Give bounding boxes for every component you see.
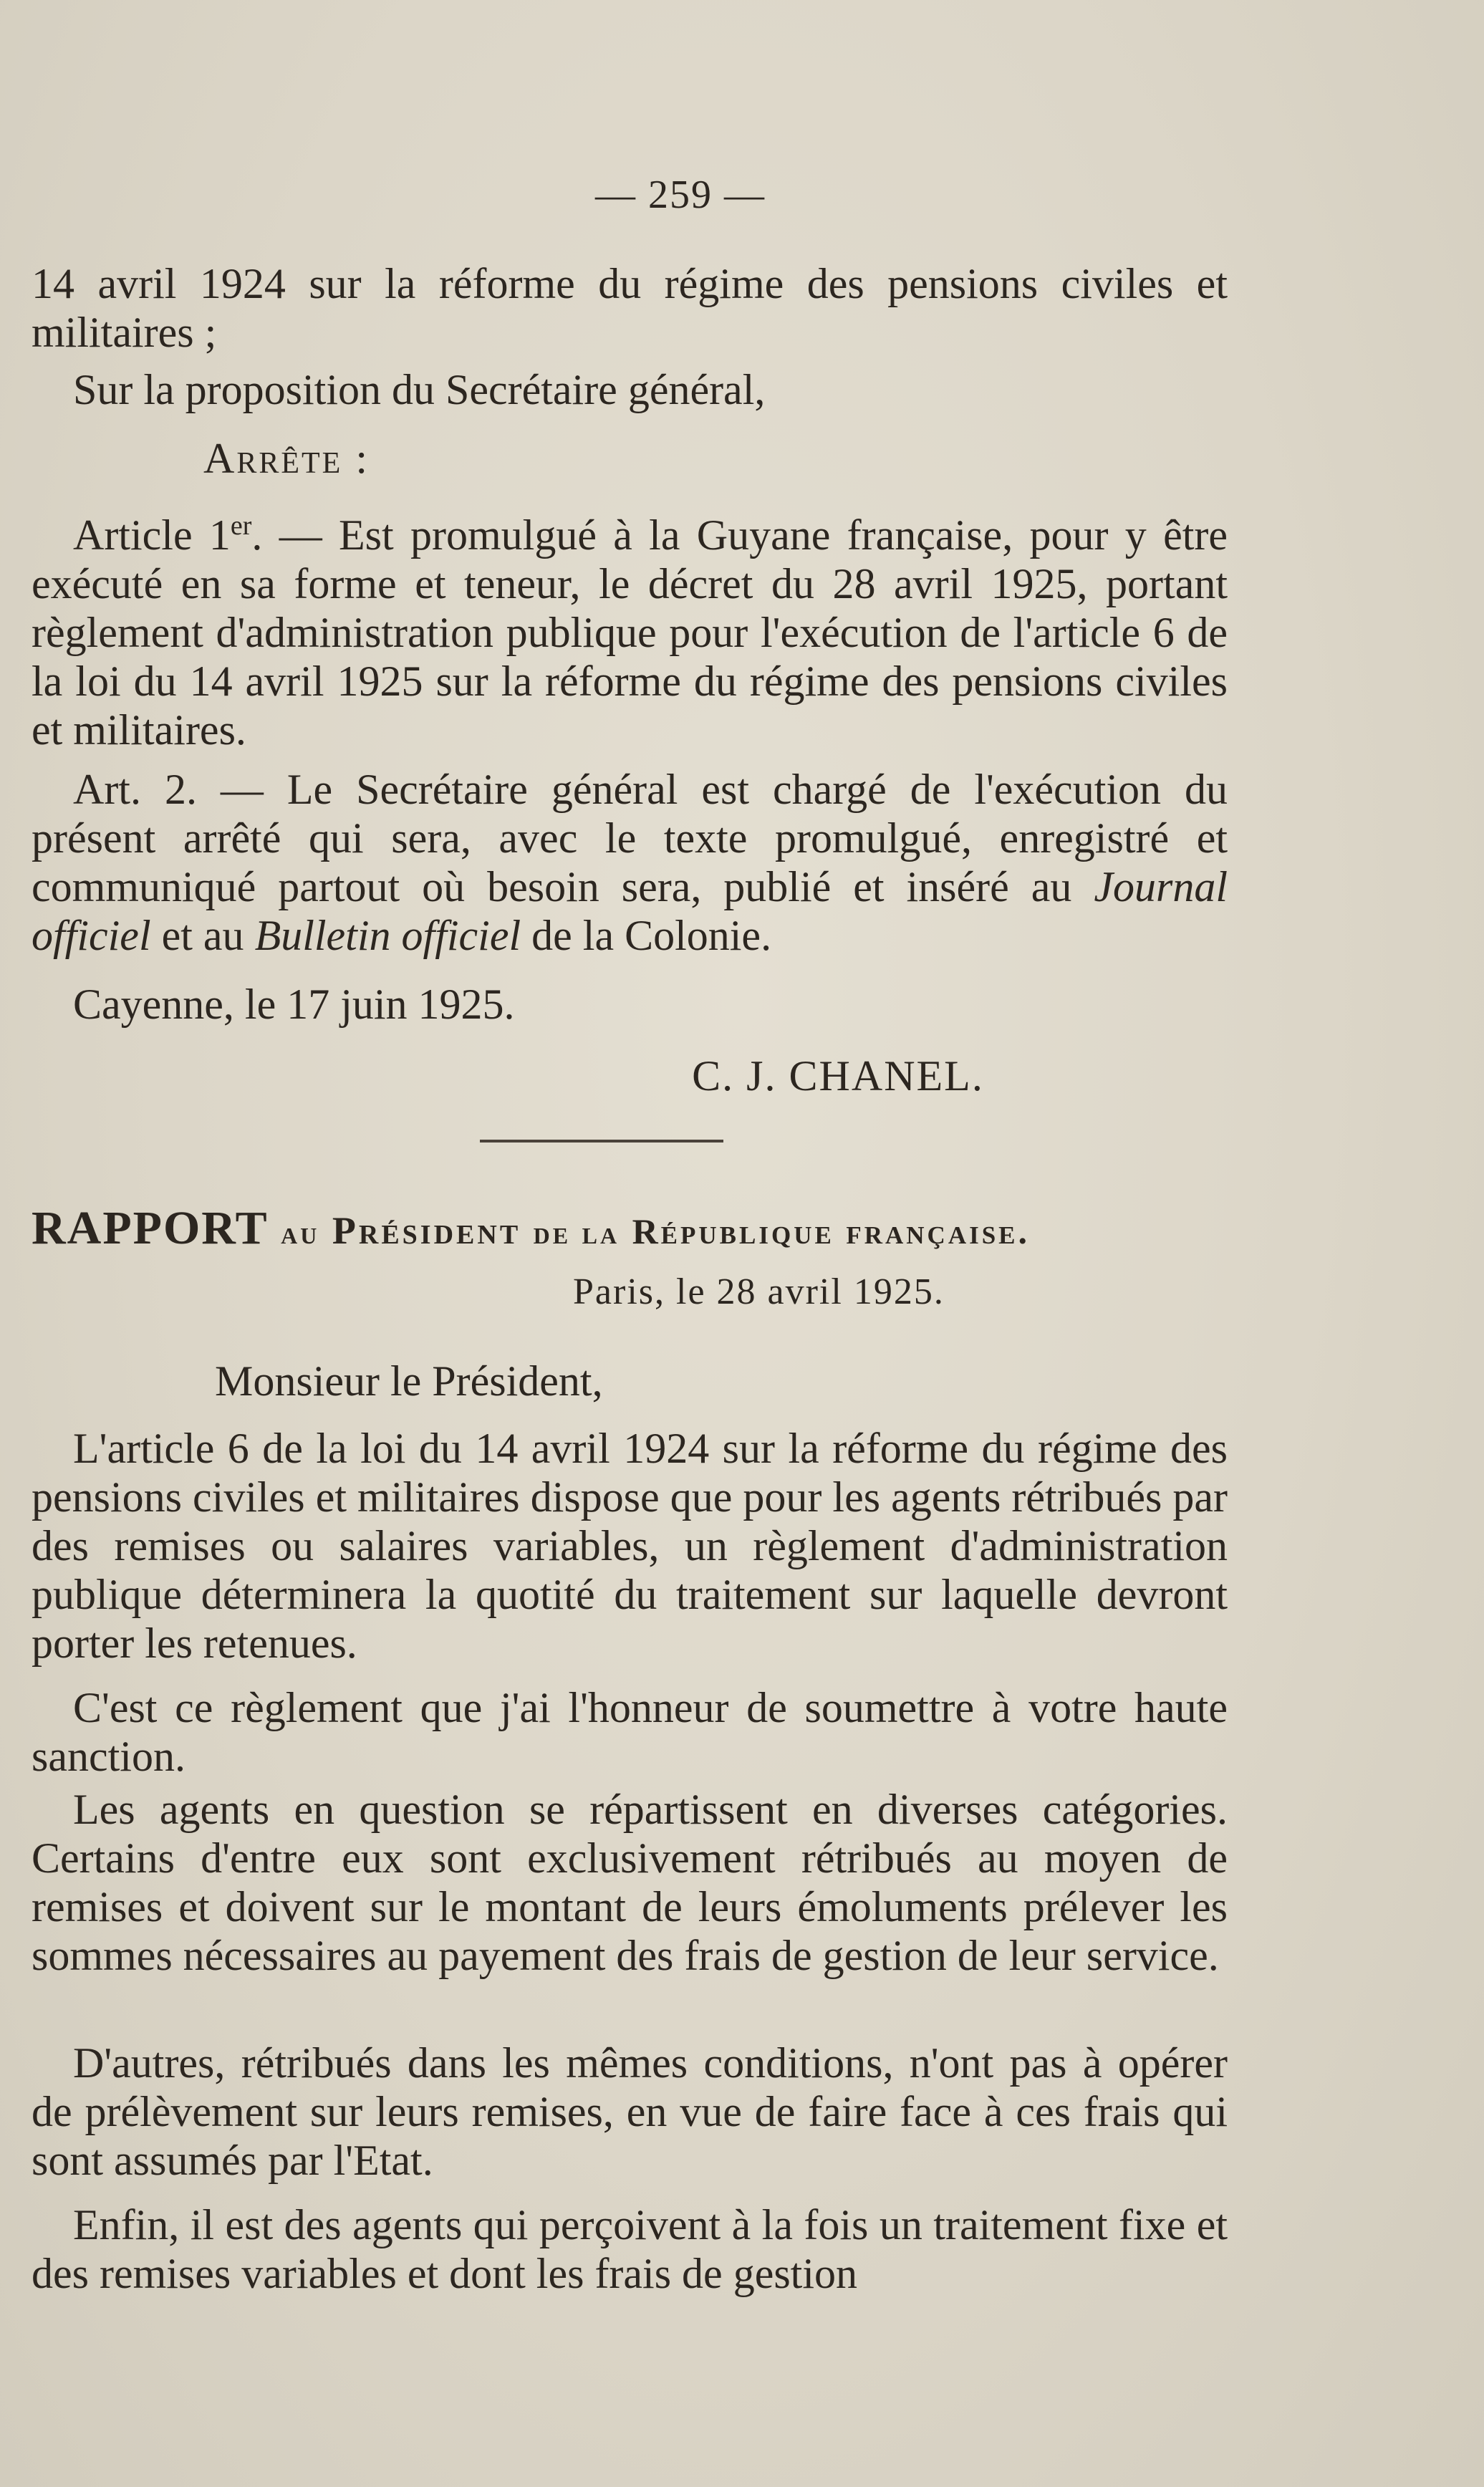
continuation-text: 14 avril 1924 sur la réforme du régime des pensions civiles et militaires ; [32,260,1228,356]
proposition-block [32,365,1228,414]
proposition-text: Sur la proposition du Secrétaire général, [73,366,766,413]
report-heading-au: au [281,1214,320,1251]
signature: C. J. CHANEL. [692,1052,984,1100]
place-date: Cayenne, le 17 juin 1925. [73,981,515,1028]
article-2-part-b: et au [161,912,244,959]
article-2-part-a: Art. 2. — Le Secrétaire général est chargé de l'exécution du présent arrêté qui sera, avec le texte promulgué, enregistré et communiqué partout où besoin sera, publié et inséré au [32,766,1228,910]
arrete-block [32,434,1228,483]
arrete-heading: Arrête : [203,435,370,482]
report-paragraph-text: Enfin, il est des agents qui perçoivent à la fois un traitement fixe et des remises variables et dont les frais de gestion [32,2201,1228,2297]
article-2 [32,765,1228,960]
article-1-text [32,501,1228,754]
journal-officiel: Journal officiel [32,863,1228,959]
report-heading-president: Président [332,1209,521,1252]
section-divider [480,1140,723,1143]
report-dateline: Paris, le 28 avril 1925. [573,1271,945,1312]
report-heading [32,1203,1249,1258]
report-paragraph-text: D'autres, rétribués dans les mêmes conditions, n'ont pas à opérer de prélèvement sur leurs remises, en vue de faire face à ces frais qui sont assumés par l'Etat. [32,2039,1228,2184]
article-1-body: . — Est promulgué à la Guyane française, pour y être exécuté en sa forme et teneur, le décret du 28 avril 1925, portant règlement d'administration publique pour l'exécution de l'article 6 de la loi du 14 avril 1925 sur la réforme du régime des pensions civiles et militaires. [32,511,1228,754]
report-paragraph-3 [32,1785,1228,1980]
decree-continuation [32,259,1228,357]
report-paragraph-2 [32,1683,1228,1781]
page-number: — 259 — [595,173,766,217]
report-paragraph-text: L'article 6 de la loi du 14 avril 1924 sur la réforme du régime des pensions civiles et militaires dispose que pour les agents rétribués par des remises ou salaires variables, un règlement d'administration publique déterminera la quotité du traitement sur laquelle devront porter les retenues. [32,1425,1228,1667]
article-2-text [32,765,1228,960]
article-1-label: Article 1 [73,511,231,559]
report-paragraph-1 [32,1424,1228,1668]
report-heading-main: RAPPORT [32,1202,269,1254]
report-heading-dela: de la [533,1214,620,1251]
salutation: Monsieur le Président, [215,1357,603,1405]
article-1-sup: er [230,511,252,541]
report-heading-republique: République française. [632,1211,1031,1251]
report-paragraph-text: C'est ce règlement que j'ai l'honneur de soumettre à votre haute sanction. [32,1684,1228,1780]
report-paragraph-text: Les agents en question se répartissent en diverses catégories. Certains d'entre eux sont exclusivement rétribués au moyen de remises et doivent sur le montant de leurs émoluments prélever les sommes nécessaires au payement des frais de gestion de leur service. [32,1786,1228,1979]
bulletin-officiel: Bulletin officiel [254,912,521,959]
report-paragraph-4 [32,2039,1228,2185]
article-2-part-c: de la Colonie. [531,912,772,959]
report-paragraph-5 [32,2200,1228,2298]
place-date-block [32,980,1228,1029]
article-1 [32,501,1228,754]
